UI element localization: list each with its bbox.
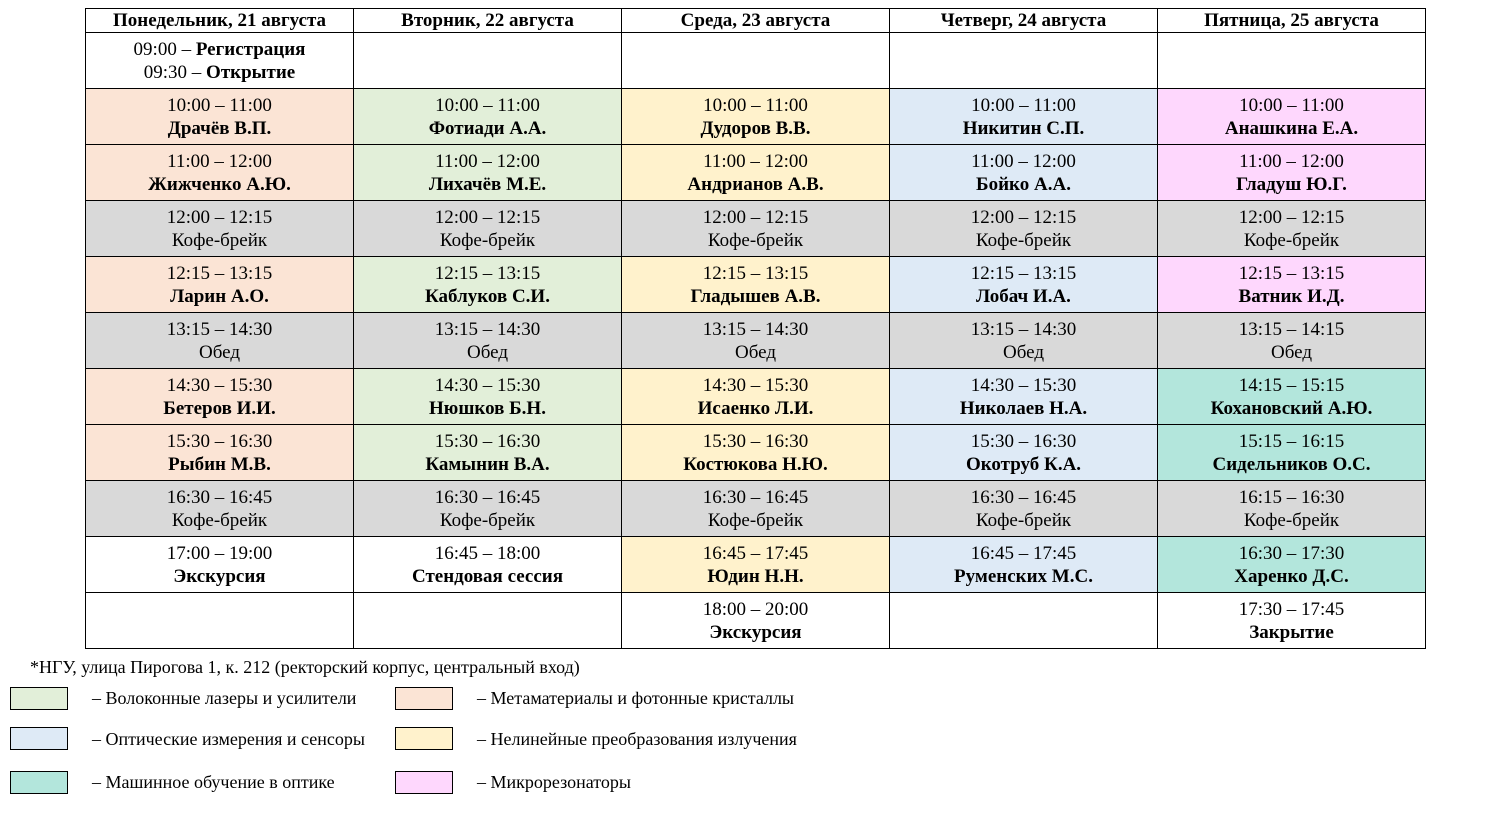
- session-cell: [86, 369, 354, 425]
- session-cell: [354, 369, 622, 425]
- event-time: 18:00 – 20:00: [702, 598, 809, 620]
- speaker-name: Харенко Д.С.: [1234, 565, 1349, 587]
- excursion-cell: [622, 593, 890, 649]
- event-label: Экскурсия: [709, 621, 802, 643]
- speaker-name: Жижченко А.Ю.: [148, 173, 291, 195]
- speaker-name: Окотруб К.А.: [965, 453, 1082, 475]
- session-time: 11:00 – 12:00: [1239, 150, 1344, 172]
- schedule-row: [86, 145, 1426, 201]
- poster-session-cell: [354, 537, 622, 593]
- speaker-name: Кохановский А.Ю.: [1210, 397, 1373, 419]
- empty-cell: [354, 33, 622, 89]
- session-cell: [86, 425, 354, 481]
- session-cell: [1158, 425, 1426, 481]
- session-time: 14:15 – 15:15: [1238, 374, 1345, 396]
- session-time: 12:15 – 13:15: [702, 262, 809, 284]
- speaker-name: Андрианов А.В.: [687, 173, 824, 195]
- coffee-break-cell: [1158, 481, 1426, 537]
- speaker-name: Камынин В.А.: [425, 453, 550, 475]
- empty-cell: [890, 33, 1158, 89]
- event-label: Экскурсия: [173, 565, 266, 587]
- session-time: 15:30 – 16:30: [434, 430, 541, 452]
- session-time: 15:15 – 16:15: [1238, 430, 1345, 452]
- session-cell: [890, 257, 1158, 313]
- break-label: Кофе-брейк: [171, 509, 268, 531]
- schedule-row: [86, 201, 1426, 257]
- speaker-name: Фотиади А.А.: [428, 117, 547, 139]
- schedule-row: [86, 537, 1426, 593]
- lunch-cell: [354, 313, 622, 369]
- speaker-name: Лобач И.А.: [976, 285, 1071, 307]
- session-time: 10:00 – 11:00: [435, 94, 540, 116]
- footnote: *НГУ, улица Пирогова 1, к. 212 (ректорский корпус, центральный вход): [30, 657, 580, 677]
- header-row: [86, 9, 1426, 33]
- speaker-name: Гладуш Ю.Г.: [1236, 173, 1347, 195]
- legend-label-measurements: – Оптические измерения и сенсоры: [92, 729, 365, 749]
- speaker-name: Анашкина Е.А.: [1224, 117, 1359, 139]
- break-time: 12:00 – 12:15: [702, 206, 809, 228]
- break-time: 16:30 – 16:45: [166, 486, 273, 508]
- coffee-break-cell: [1158, 201, 1426, 257]
- speaker-name: Руменских М.С.: [954, 565, 1093, 587]
- speaker-name: Сидельников О.С.: [1212, 453, 1371, 475]
- break-label: Кофе-брейк: [439, 509, 536, 531]
- coffee-break-cell: [890, 481, 1158, 537]
- break-label: Кофе-брейк: [1243, 509, 1340, 531]
- speaker-name: Лихачёв М.Е.: [428, 173, 547, 195]
- day-header-thu: Четверг, 24 августа: [890, 9, 1158, 33]
- schedule-row: [86, 593, 1426, 649]
- speaker-name: Нюшков Б.Н.: [429, 397, 546, 419]
- lunch-label: Обед: [735, 341, 776, 363]
- speaker-name: Гладышев А.В.: [690, 285, 821, 307]
- session-time: 11:00 – 12:00: [703, 150, 808, 172]
- lunch-label: Обед: [1003, 341, 1044, 363]
- event-time: 17:00 – 19:00: [166, 542, 273, 564]
- session-cell: [354, 89, 622, 145]
- session-time: 15:30 – 16:30: [702, 430, 809, 452]
- lunch-label: Обед: [1271, 341, 1312, 363]
- break-label: Кофе-брейк: [439, 229, 536, 251]
- session-cell: [1158, 257, 1426, 313]
- excursion-cell: [86, 537, 354, 593]
- schedule-row: [86, 425, 1426, 481]
- break-time: 12:00 – 12:15: [166, 206, 273, 228]
- legend-swatch-fiber: [10, 687, 68, 710]
- session-cell: [1158, 89, 1426, 145]
- speaker-name: Рыбин М.В.: [168, 453, 271, 475]
- legend-label-meta: – Метаматериалы и фотонные кристаллы: [477, 688, 795, 708]
- session-cell: [622, 425, 890, 481]
- coffee-break-cell: [86, 481, 354, 537]
- break-time: 16:30 – 16:45: [970, 486, 1077, 508]
- break-label: Кофе-брейк: [975, 509, 1072, 531]
- session-cell: [890, 425, 1158, 481]
- session-time: 11:00 – 12:00: [971, 150, 1076, 172]
- schedule-table: [85, 8, 1426, 649]
- session-time: 10:00 – 11:00: [167, 94, 272, 116]
- speaker-name: Каблуков С.И.: [425, 285, 550, 307]
- legend-label-microresonators: – Микрорезонаторы: [477, 772, 631, 792]
- lunch-time: 13:15 – 14:15: [1238, 318, 1345, 340]
- day-header-tue: Вторник, 22 августа: [354, 9, 622, 33]
- session-cell: [354, 145, 622, 201]
- speaker-name: Костюкова Н.Ю.: [683, 453, 828, 475]
- schedule-row: [86, 89, 1426, 145]
- session-cell: [622, 89, 890, 145]
- schedule-row: [86, 369, 1426, 425]
- day-header-mon: Понедельник, 21 августа: [86, 9, 354, 33]
- event-label: Закрытие: [1249, 621, 1334, 643]
- break-time: 12:00 – 12:15: [434, 206, 541, 228]
- lunch-cell: [622, 313, 890, 369]
- coffee-break-cell: [622, 201, 890, 257]
- session-time: 11:00 – 12:00: [435, 150, 540, 172]
- lunch-cell: [1158, 313, 1426, 369]
- closing-cell: [1158, 593, 1426, 649]
- session-time: 12:15 – 13:15: [434, 262, 541, 284]
- session-time: 12:15 – 13:15: [1238, 262, 1345, 284]
- session-time: 16:30 – 17:30: [1238, 542, 1345, 564]
- legend-label-nonlinear: – Нелинейные преобразования излучения: [477, 729, 797, 749]
- break-label: Кофе-брейк: [1243, 229, 1340, 251]
- schedule-row: [86, 313, 1426, 369]
- registration-label: Регистрация: [195, 38, 306, 60]
- schedule-row: [86, 481, 1426, 537]
- coffee-break-cell: [354, 201, 622, 257]
- day-header-wed: Среда, 23 августа: [622, 9, 890, 33]
- speaker-name: Николаев Н.А.: [959, 397, 1088, 419]
- event-time: 17:30 – 17:45: [1238, 598, 1345, 620]
- session-cell: [354, 257, 622, 313]
- speaker-name: Никитин С.П.: [962, 117, 1085, 139]
- break-label: Кофе-брейк: [975, 229, 1072, 251]
- session-cell: [622, 257, 890, 313]
- session-cell: [86, 257, 354, 313]
- break-label: Кофе-брейк: [707, 509, 804, 531]
- empty-cell: [86, 593, 354, 649]
- session-cell: [86, 145, 354, 201]
- session-cell: [622, 145, 890, 201]
- speaker-name: Дудоров В.В.: [700, 117, 811, 139]
- speaker-name: Юдин Н.Н.: [707, 565, 804, 587]
- empty-cell: [622, 33, 890, 89]
- empty-cell: [890, 593, 1158, 649]
- break-label: Кофе-брейк: [707, 229, 804, 251]
- legend-label-ml: – Машинное обучение в оптике: [92, 772, 335, 792]
- session-cell: [1158, 145, 1426, 201]
- legend-swatch-measurements: [10, 727, 68, 750]
- speaker-name: Исаенко Л.И.: [697, 397, 814, 419]
- legend-swatch-microresonators: [395, 771, 453, 794]
- session-cell: [890, 537, 1158, 593]
- break-label: Кофе-брейк: [171, 229, 268, 251]
- schedule-row: [86, 33, 1426, 89]
- session-cell: [622, 369, 890, 425]
- schedule-row: [86, 257, 1426, 313]
- session-time: 12:15 – 13:15: [166, 262, 273, 284]
- session-time: 14:30 – 15:30: [970, 374, 1077, 396]
- session-cell: [890, 369, 1158, 425]
- speaker-name: Драчёв В.П.: [167, 117, 272, 139]
- session-time: 15:30 – 16:30: [970, 430, 1077, 452]
- session-time: 16:45 – 17:45: [970, 542, 1077, 564]
- lunch-time: 13:15 – 14:30: [434, 318, 541, 340]
- speaker-name: Ларин А.О.: [170, 285, 269, 307]
- speaker-name: Бетеров И.И.: [163, 397, 276, 419]
- session-time: 10:00 – 11:00: [1239, 94, 1344, 116]
- lunch-label: Обед: [199, 341, 240, 363]
- legend-swatch-ml: [10, 771, 68, 794]
- registration-time: 09:00 –: [133, 38, 196, 60]
- session-cell: [354, 425, 622, 481]
- coffee-break-cell: [890, 201, 1158, 257]
- legend-label-fiber: – Волоконные лазеры и усилители: [92, 688, 357, 708]
- day-header-fri: Пятница, 25 августа: [1158, 9, 1426, 33]
- coffee-break-cell: [354, 481, 622, 537]
- session-time: 11:00 – 12:00: [167, 150, 272, 172]
- legend-swatch-nonlinear: [395, 727, 453, 750]
- session-cell: [1158, 369, 1426, 425]
- break-time: 12:00 – 12:15: [970, 206, 1077, 228]
- speaker-name: Бойко А.А.: [976, 173, 1071, 195]
- opening-time: 09:30 –: [143, 61, 207, 83]
- coffee-break-cell: [86, 201, 354, 257]
- session-cell: [86, 89, 354, 145]
- event-label: Стендовая сессия: [411, 565, 564, 587]
- empty-cell: [354, 593, 622, 649]
- event-time: 16:45 – 18:00: [434, 542, 541, 564]
- opening-cell: [86, 33, 354, 89]
- empty-cell: [1158, 33, 1426, 89]
- lunch-label: Обед: [467, 341, 508, 363]
- lunch-cell: [890, 313, 1158, 369]
- legend-swatch-meta: [395, 687, 453, 710]
- coffee-break-cell: [622, 481, 890, 537]
- lunch-time: 13:15 – 14:30: [166, 318, 273, 340]
- session-time: 16:45 – 17:45: [702, 542, 809, 564]
- lunch-cell: [86, 313, 354, 369]
- session-time: 12:15 – 13:15: [970, 262, 1077, 284]
- session-time: 14:30 – 15:30: [434, 374, 541, 396]
- session-time: 10:00 – 11:00: [703, 94, 808, 116]
- session-time: 10:00 – 11:00: [971, 94, 1076, 116]
- break-time: 12:00 – 12:15: [1238, 206, 1345, 228]
- break-time: 16:15 – 16:30: [1238, 486, 1345, 508]
- lunch-time: 13:15 – 14:30: [702, 318, 809, 340]
- lunch-time: 13:15 – 14:30: [970, 318, 1077, 340]
- opening-label: Открытие: [206, 61, 296, 83]
- session-time: 14:30 – 15:30: [702, 374, 809, 396]
- session-time: 14:30 – 15:30: [166, 374, 273, 396]
- speaker-name: Ватник И.Д.: [1238, 285, 1345, 307]
- session-cell: [890, 145, 1158, 201]
- session-cell: [890, 89, 1158, 145]
- session-time: 15:30 – 16:30: [166, 430, 273, 452]
- session-cell: [622, 537, 890, 593]
- session-cell: [1158, 537, 1426, 593]
- break-time: 16:30 – 16:45: [702, 486, 809, 508]
- break-time: 16:30 – 16:45: [434, 486, 541, 508]
